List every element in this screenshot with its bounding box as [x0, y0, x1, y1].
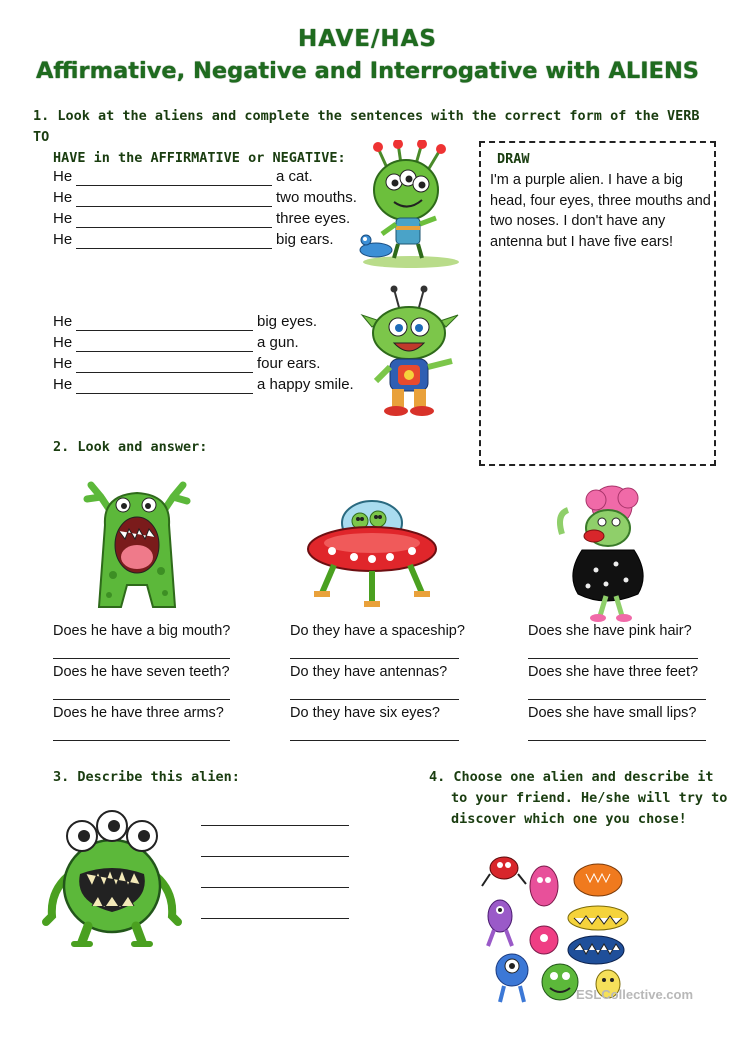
description-line[interactable] [201, 886, 349, 888]
answer-line[interactable] [53, 698, 230, 700]
fill-blank[interactable] [76, 329, 253, 331]
pink-hair-alien-illustration [556, 484, 656, 624]
answer-line[interactable] [528, 657, 698, 659]
answer-line[interactable] [290, 739, 459, 741]
question: Do they have antennas? [290, 664, 448, 680]
row-ending: big ears. [276, 231, 334, 248]
description-line[interactable] [201, 855, 349, 857]
exercise1-instruction-line2: HAVE in the AFFIRMATIVE or NEGATIVE: [53, 150, 346, 166]
row-pronoun: He [53, 355, 73, 372]
row-pronoun: He [53, 210, 73, 227]
fill-blank[interactable] [76, 184, 272, 186]
row-pronoun: He [53, 334, 73, 351]
fill-blank[interactable] [76, 205, 272, 207]
answer-line[interactable] [290, 657, 459, 659]
exercise1-instruction-line1: 1. Look at the aliens and complete the sentences with the correct form of the VERB TO [33, 108, 700, 145]
three-eyed-alien-illustration [356, 140, 466, 270]
worksheet-title: HAVE/HAS [297, 26, 437, 52]
answer-line[interactable] [53, 739, 230, 741]
fill-blank[interactable] [76, 247, 272, 249]
description-line[interactable] [201, 824, 349, 826]
draw-description: I'm a purple alien. I have a big head, four eyes, three mouths and two noses. I don't have any antenna but I have five ears! [490, 172, 711, 250]
answer-line[interactable] [528, 698, 706, 700]
question: Does he have three arms? [53, 705, 224, 721]
row-pronoun: He [53, 376, 73, 393]
exercise4-instruction [429, 767, 727, 830]
exercise4-line1: 4. Choose one alien and describe it [429, 769, 714, 785]
big-mouth-monster-illustration [83, 475, 191, 617]
exercise2-heading: 2. Look and answer: [53, 439, 208, 455]
draw-label: DRAW [497, 151, 530, 167]
fill-blank[interactable] [76, 392, 253, 394]
row-ending: a happy smile. [257, 376, 354, 393]
question: Do they have six eyes? [290, 705, 440, 721]
answer-line[interactable] [53, 657, 230, 659]
question: Does she have three feet? [528, 664, 699, 680]
row-ending: a cat. [276, 168, 313, 185]
exercise4-line2: to your friend. He/she will try to [451, 790, 728, 806]
monster-group-illustration [478, 850, 638, 1010]
row-pronoun: He [53, 168, 73, 185]
question: Does she have small lips? [528, 705, 697, 721]
description-line[interactable] [201, 917, 349, 919]
row-pronoun: He [53, 189, 73, 206]
fill-blank[interactable] [76, 350, 253, 352]
row-pronoun: He [53, 231, 73, 248]
question: Does he have a big mouth? [53, 623, 231, 639]
question: Do they have a spaceship? [290, 623, 465, 639]
question: Does he have seven teeth? [53, 664, 230, 680]
row-pronoun: He [53, 313, 73, 330]
spaceship-illustration [304, 493, 440, 613]
row-ending: four ears. [257, 355, 321, 372]
exercise3-heading: 3. Describe this alien: [53, 769, 240, 785]
row-ending: big eyes. [257, 313, 318, 330]
question: Does she have pink hair? [528, 623, 692, 639]
answer-line[interactable] [528, 739, 706, 741]
answer-line[interactable] [290, 698, 459, 700]
watermark: ESLCollective.com [576, 987, 694, 1002]
fill-blank[interactable] [76, 226, 272, 228]
row-ending: two mouths. [276, 189, 357, 206]
exercise4-line3: discover which one you chose! [451, 811, 687, 827]
worksheet-subtitle: Affirmative, Negative and Interrogative with ALIENS [36, 58, 699, 84]
three-eyed-monster-illustration [42, 806, 182, 948]
row-ending: a gun. [257, 334, 299, 351]
happy-alien-illustration [360, 285, 466, 417]
row-ending: three eyes. [276, 210, 351, 227]
fill-blank[interactable] [76, 371, 253, 373]
